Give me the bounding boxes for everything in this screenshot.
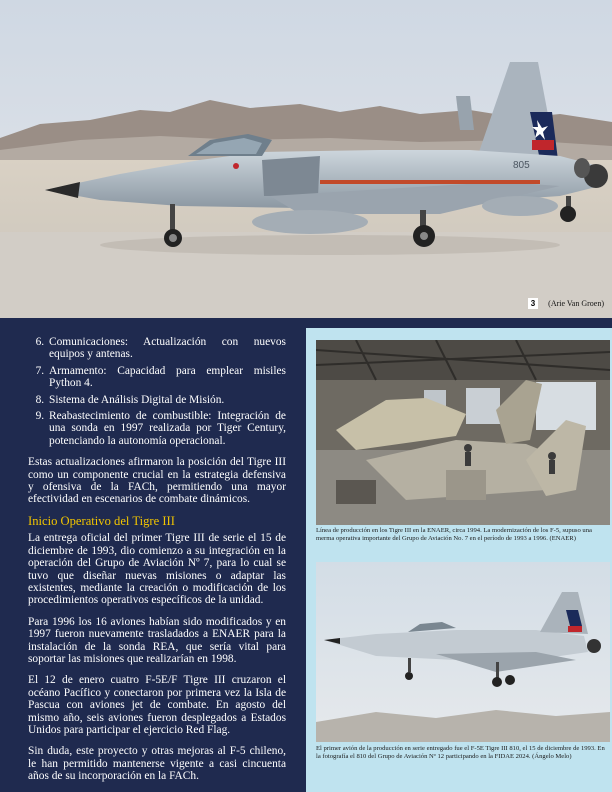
- upgrade-list: [28, 336, 286, 447]
- flight-photo-caption: El primer avión de la producción en serie entregado fue el F-5E Tigre III 810, el 15 de diciembre de 1993. En la fotografía el 810 del Grupo de Aviación Nº 12 participando en la FIDAE 2024. (Ángelo Melo): [316, 745, 605, 760]
- photo-credit: [528, 298, 604, 309]
- photo-sidebar: [306, 328, 612, 792]
- f5-tiger-ground-illustration: [0, 0, 612, 318]
- body-paragraph: El 12 de enero cuatro F-5E/F Tigre III cruzaron el océano Pacífico y conectaron por primera vez la Isla de Pascua con aviones jet de combate. En agosto del mismo año, seis aviones fueron desplegados a Estados Unidos para participar el ejercicio Red Flag.: [28, 674, 286, 736]
- aircraft-serial: 805: [513, 160, 530, 171]
- intro-paragraph: Estas actualizaciones afirmaron la posición del Tigre III como un componente crucial en la estrategia defensiva y ofensiva de la FACh, permitiendo una mayor efectividad en escenarios de combate dinámicos.: [28, 456, 286, 506]
- list-item: 6. Comunicaciones: Actualización con nuevos equipos y antenas.: [47, 336, 286, 361]
- hangar-illustration: [316, 340, 610, 525]
- f5-flying-illustration: [316, 562, 610, 742]
- list-item: 7. Armamento: Capacidad para emplear misiles Python 4.: [47, 365, 286, 390]
- photo-number-badge: 3: [528, 298, 538, 309]
- list-item: 9. Reabastecimiento de combustible: Integración de una sonda en 1997 realizada por Tiger Century, potenciando la autonomía operacional.: [47, 410, 286, 447]
- article-text-column: [28, 336, 286, 792]
- body-paragraph: La entrega oficial del primer Tigre III de serie el 15 de diciembre de 1993, dio comienzo a su integración en la operación del Grupo de Aviación Nº 7, para lo cual se tuvo que diseñar nuevas misiones o adaptar las existentes, mediante la creación o modificación de los procedimientos operativos específicos de la unidad.: [28, 532, 286, 607]
- production-line-caption: Línea de producción en los Tigre III en la ENAER, circa 1994. La modernización de los F-5, supuso una merma operativa importante del Grupo de Aviación No. 7 en el período de 1993 a 1996. (ENAER): [316, 527, 592, 542]
- body-paragraph: Sin duda, este proyecto y otras mejoras al F-5 chileno, le han permitido mantenerse vigente a casi cincuenta años de su incorporación en la FACh.: [28, 745, 286, 783]
- body-paragraph: Para 1996 los 16 aviones habían sido modificados y en 1997 fueron nuevamente trasladados a ENAER para la instalación de la sonda REA, que sería vital para soportar las misiones que realizarían en 1998.: [28, 615, 286, 665]
- hero-photo: [0, 0, 612, 318]
- production-line-photo: [316, 340, 610, 525]
- list-item: 8. Sistema de Análisis Digital de Misión.: [47, 394, 286, 406]
- section-heading: Inicio Operativo del Tigre III: [28, 513, 175, 528]
- photo-credit-text: (Arie Van Groen): [548, 299, 604, 308]
- f5-flight-photo: [316, 562, 610, 742]
